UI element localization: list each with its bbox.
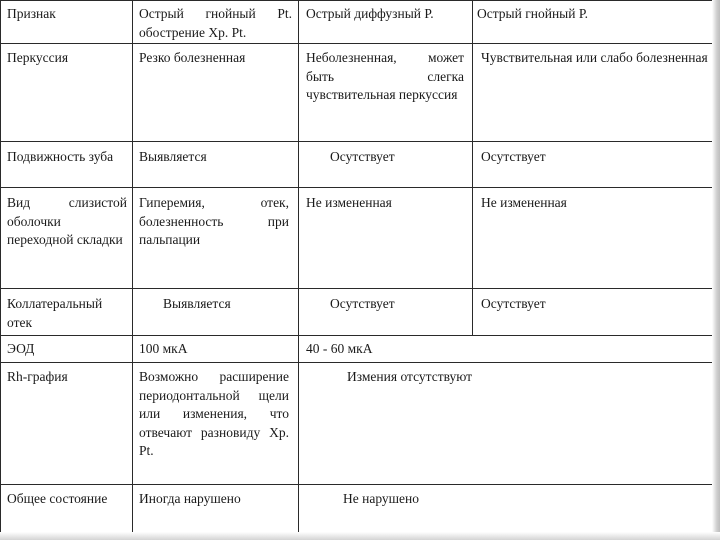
row-edema-diffuse: Осутствует: [330, 296, 395, 311]
row-mobility-purulent: Осутствует: [481, 149, 546, 164]
table-rule: [298, 0, 299, 540]
page-edge-shadow: [712, 0, 720, 540]
row-mobility-diffuse: Осутствует: [330, 149, 395, 164]
row-percussion-purulent: Чувствительная или слабо болезненная: [481, 50, 708, 65]
row-xray-label: Rh-графия: [7, 369, 68, 384]
table-rule: [0, 0, 720, 1]
row-percussion-diffuse: Неболезненная, может быть слегка чувствительная перкуссия: [306, 50, 464, 102]
row-xray-pt: Возможно расширение периодонтальной щели или изменения, что отвечают разновиду Хр. Pt.: [139, 369, 289, 458]
table-rule: [0, 0, 1, 540]
row-edema-purulent: Осутствует: [481, 296, 546, 311]
row-edema-label: Коллатеральный отек: [7, 296, 103, 330]
header-sign: Признак: [7, 6, 56, 21]
row-general-pt: Иногда нарушено: [139, 491, 241, 506]
row-percussion-label: Перкуссия: [7, 50, 69, 65]
table-rule: [0, 362, 720, 363]
row-general-merged: Не нарушено: [343, 491, 420, 506]
row-mobility-label: Подвижность зуба: [7, 149, 114, 164]
row-edema-pt: Выявляется: [163, 296, 231, 311]
table-rule: [0, 335, 720, 336]
row-percussion-pt: Резко болезненная: [139, 50, 246, 65]
row-mucosa-purulent: Не измененная: [481, 195, 567, 210]
row-eod-pt: 100 мкА: [139, 341, 188, 356]
header-diffuse-p: Острый диффузный Р.: [306, 6, 434, 21]
row-mobility-pt: Выявляется: [139, 149, 207, 164]
row-eod-label: ЭОД: [7, 341, 35, 356]
row-mucosa-pt: Гиперемия, отек, болезненность при пальпации: [139, 195, 289, 247]
row-general-label: Общее состояние: [7, 491, 108, 506]
page-bottom-shadow: [0, 532, 720, 540]
row-eod-merged: 40 - 60 мкА: [306, 341, 373, 356]
row-mucosa-diffuse: Не измененная: [306, 195, 392, 210]
table-rule: [0, 288, 720, 289]
table-rule: [0, 187, 720, 188]
header-pt-exacerbation: Острый гнойный Pt. обострение Хр. Pt.: [139, 6, 292, 40]
row-mucosa-label: Вид слизистой оболочки переходной складки: [7, 195, 127, 247]
header-purulent-p: Острый гнойный Р.: [477, 6, 589, 21]
table-rule: [0, 43, 720, 44]
table-rule: [132, 0, 133, 540]
row-xray-merged: Измения отсутствуют: [347, 369, 473, 384]
table-rule: [472, 0, 473, 335]
table-rule: [0, 141, 720, 142]
table-rule: [0, 484, 720, 485]
